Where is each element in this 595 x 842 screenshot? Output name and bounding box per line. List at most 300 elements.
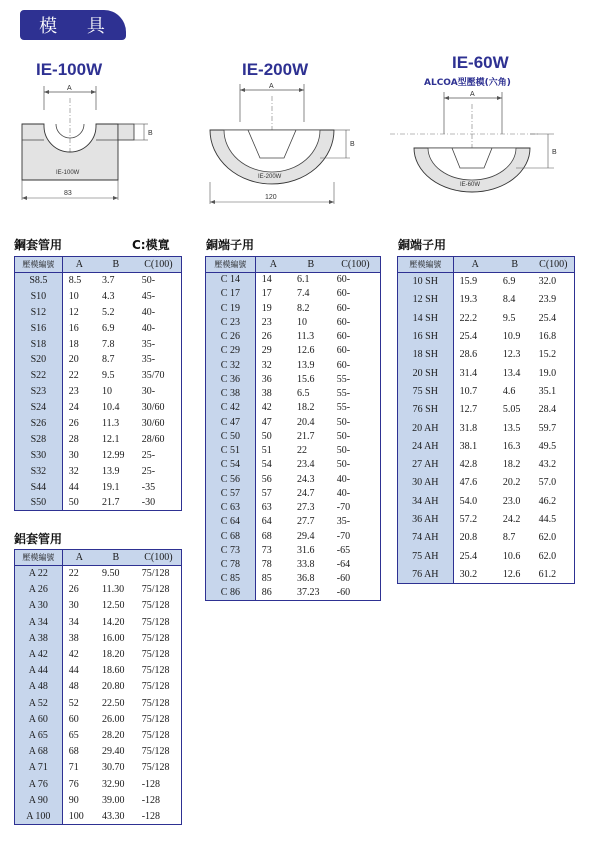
die-code-cell: A 26 <box>15 582 63 598</box>
model-subtitle-ie60w: ALCOA型壓模(六角) <box>424 78 511 88</box>
value-cell: 35- <box>336 516 351 528</box>
value-cell: 20 <box>68 354 79 366</box>
value-cell: 26 <box>261 331 272 343</box>
copper-terminal-table-1 <box>205 256 381 601</box>
die-code-cell: C 14 <box>206 273 256 287</box>
die-code-cell: S22 <box>15 368 63 384</box>
value-cell: 10.7 <box>459 385 478 397</box>
value-cell: 27.7 <box>296 516 315 528</box>
die-code-cell: C 32 <box>206 358 256 372</box>
table-row <box>206 444 381 458</box>
value-cell: 21.7 <box>296 430 315 442</box>
die-code-cell: 12 SH <box>398 291 454 309</box>
value-cell: 5.2 <box>101 306 115 318</box>
value-cell: 28.20 <box>101 729 125 741</box>
die-code-cell: A 42 <box>15 646 63 662</box>
value-cell: 4.6 <box>502 385 516 397</box>
die-code-cell: 20 SH <box>398 364 454 382</box>
value-cell: 6.9 <box>502 276 516 288</box>
value-cell: 75/128 <box>141 665 170 677</box>
value-cell: 60- <box>336 302 351 314</box>
table-row <box>398 474 575 492</box>
die-code-cell: 16 SH <box>398 327 454 345</box>
column-header: C(100) <box>136 550 182 566</box>
table-row <box>15 792 182 808</box>
die-code-cell: A 65 <box>15 727 63 743</box>
value-cell: 16.8 <box>538 331 557 343</box>
value-cell: 39.00 <box>101 794 125 806</box>
table-row <box>398 401 575 419</box>
die-code-cell: C 51 <box>206 444 256 458</box>
table-row <box>206 515 381 529</box>
value-cell: 73 <box>261 544 272 556</box>
value-cell: 11.3 <box>296 331 315 343</box>
value-cell: 22 <box>296 445 307 457</box>
value-cell: 13.9 <box>296 359 315 371</box>
value-cell: 12.6 <box>296 345 315 357</box>
value-cell: 12.99 <box>101 449 125 461</box>
table-row <box>15 760 182 776</box>
value-cell: 3.7 <box>101 275 115 287</box>
value-cell: 11.3 <box>101 417 120 429</box>
table-row <box>206 387 381 401</box>
value-cell: 10.6 <box>502 550 521 562</box>
value-cell: 10.9 <box>502 331 521 343</box>
die-code-cell: C 54 <box>206 458 256 472</box>
die-code-cell: C 19 <box>206 301 256 315</box>
table-row <box>15 400 182 416</box>
value-cell: 18.60 <box>101 665 125 677</box>
value-cell: 6.9 <box>101 322 115 334</box>
value-cell: 32.90 <box>101 778 125 790</box>
value-cell: 13.5 <box>502 422 521 434</box>
die-code-cell: A 34 <box>15 614 63 630</box>
value-cell: 43.2 <box>538 459 557 471</box>
value-cell: 42.8 <box>459 459 478 471</box>
value-cell: 27.3 <box>296 502 315 514</box>
table-row <box>15 744 182 760</box>
diagram-label: IE-100W <box>56 170 80 176</box>
value-cell: 100 <box>68 810 84 822</box>
table-row <box>206 315 381 329</box>
value-cell: 40- <box>141 322 156 334</box>
value-cell: 46.2 <box>538 495 557 507</box>
value-cell: 8.5 <box>68 275 82 287</box>
die-code-cell: 34 AH <box>398 492 454 510</box>
value-cell: 15.9 <box>459 276 478 288</box>
copper-terminal-table-2 <box>397 256 575 584</box>
die-code-cell: C 68 <box>206 529 256 543</box>
table-row <box>15 566 182 582</box>
value-cell: -128 <box>141 810 161 822</box>
value-cell: 22.50 <box>101 697 125 709</box>
die-code-cell: A 38 <box>15 630 63 646</box>
value-cell: 90 <box>68 794 79 806</box>
value-cell: 24.2 <box>502 514 521 525</box>
value-cell: 51 <box>261 445 272 457</box>
die-code-cell: 24 AH <box>398 437 454 455</box>
die-code-cell: A 30 <box>15 598 63 614</box>
table-row <box>15 582 182 598</box>
table-row <box>398 364 575 382</box>
table-row <box>15 598 182 614</box>
value-cell: 36.8 <box>296 573 315 585</box>
die-code-cell: 30 AH <box>398 474 454 492</box>
section-title-aluminum-sleeve: 鋁套管用 <box>14 532 63 546</box>
value-cell: 9.5 <box>502 312 516 324</box>
value-cell: 28 <box>68 433 79 445</box>
value-cell: 38.1 <box>459 440 478 452</box>
table-row <box>398 273 575 291</box>
value-cell: 52 <box>68 697 79 709</box>
table-row <box>206 501 381 515</box>
aluminum-sleeve-table <box>14 549 182 825</box>
table-row <box>15 808 182 824</box>
value-cell: 75/128 <box>141 697 170 709</box>
die-code-cell: A 76 <box>15 776 63 792</box>
table-row <box>15 776 182 792</box>
table-header-row <box>206 257 381 273</box>
column-header: B <box>291 257 331 273</box>
die-code-cell: S18 <box>15 336 63 352</box>
value-cell: 50- <box>336 445 351 457</box>
column-header: 壓模編號 <box>398 257 454 273</box>
die-code-cell: S23 <box>15 384 63 400</box>
value-cell: 30 <box>68 600 79 612</box>
value-cell: 63 <box>261 502 272 514</box>
die-code-cell: 36 AH <box>398 510 454 528</box>
value-cell: 37.23 <box>296 587 320 599</box>
value-cell: -60 <box>336 587 351 599</box>
table-row <box>15 495 182 511</box>
die-code-cell: A 90 <box>15 792 63 808</box>
table-row <box>15 352 182 368</box>
column-header: B <box>96 550 136 566</box>
value-cell: 4.3 <box>101 290 115 302</box>
width-note: C:模寬 <box>132 238 170 252</box>
value-cell: 15.6 <box>296 373 315 385</box>
section-header-tab <box>20 10 126 40</box>
die-code-cell: C 57 <box>206 486 256 500</box>
diagram-label: IE-200W <box>258 174 282 180</box>
table-row <box>15 679 182 695</box>
value-cell: 30.70 <box>101 762 125 774</box>
table-row <box>398 529 575 547</box>
value-cell: 60- <box>336 288 351 300</box>
table-row <box>15 320 182 336</box>
value-cell: 30/60 <box>141 402 165 414</box>
die-code-cell: C 78 <box>206 558 256 572</box>
die-code-cell: C 23 <box>206 315 256 329</box>
value-cell: 19.1 <box>101 481 120 493</box>
table-row <box>15 304 182 320</box>
value-cell: 8.2 <box>296 302 310 314</box>
value-cell: -70 <box>336 502 351 514</box>
die-code-cell: S10 <box>15 288 63 304</box>
value-cell: 8.7 <box>502 532 516 544</box>
table-header-row <box>398 257 575 273</box>
value-cell: 68 <box>261 530 272 542</box>
die-code-cell: A 48 <box>15 679 63 695</box>
value-cell: 12.7 <box>459 404 478 416</box>
value-cell: 65 <box>68 729 79 741</box>
table-row <box>15 416 182 432</box>
value-cell: 60 <box>68 713 79 725</box>
table-row <box>398 565 575 583</box>
table-row <box>206 401 381 415</box>
table-row <box>206 301 381 315</box>
table-row <box>206 472 381 486</box>
value-cell: 54.0 <box>459 495 478 507</box>
die-code-cell: 27 AH <box>398 455 454 473</box>
dim-a-label: A <box>269 83 274 90</box>
column-header: C(100) <box>331 257 381 273</box>
die-code-cell: C 56 <box>206 472 256 486</box>
die-code-cell: C 47 <box>206 415 256 429</box>
value-cell: 42 <box>68 649 79 661</box>
die-code-cell: A 22 <box>15 566 63 582</box>
table-row <box>206 372 381 386</box>
column-header: A <box>255 257 291 273</box>
value-cell: 15.2 <box>538 349 557 361</box>
table-row <box>398 346 575 364</box>
value-cell: 29 <box>261 345 272 357</box>
value-cell: 22 <box>68 370 79 382</box>
die-code-cell: C 38 <box>206 387 256 401</box>
value-cell: 23 <box>261 316 272 328</box>
table-header-row <box>15 257 182 273</box>
value-cell: 75/128 <box>141 681 170 693</box>
value-cell: 64 <box>261 516 272 528</box>
value-cell: 12.3 <box>502 349 521 361</box>
table-row <box>206 330 381 344</box>
value-cell: 57.2 <box>459 514 478 525</box>
table-row <box>206 358 381 372</box>
value-cell: -64 <box>336 559 351 571</box>
model-title-ie100w: IE-100W <box>36 60 103 79</box>
table-row <box>15 630 182 646</box>
value-cell: 29.40 <box>101 746 125 758</box>
value-cell: 32 <box>261 359 272 371</box>
die-code-cell: 14 SH <box>398 309 454 327</box>
die-code-cell: S8.5 <box>15 273 63 289</box>
value-cell: 24.3 <box>296 473 315 485</box>
die-diagram-ie60w <box>388 90 568 202</box>
table-row <box>206 458 381 472</box>
value-cell: 54 <box>261 459 272 471</box>
value-cell: 50- <box>336 416 351 428</box>
value-cell: 22 <box>68 568 79 580</box>
value-cell: 57 <box>261 487 272 499</box>
die-code-cell: A 52 <box>15 695 63 711</box>
value-cell: 30/60 <box>141 417 165 429</box>
value-cell: 19 <box>261 302 272 314</box>
value-cell: 31.4 <box>459 367 478 379</box>
value-cell: 76 <box>68 778 79 790</box>
table-row <box>15 479 182 495</box>
value-cell: 75/128 <box>141 649 170 661</box>
value-cell: 25- <box>141 465 156 477</box>
value-cell: 10 <box>101 386 112 398</box>
value-cell: 55- <box>336 402 351 414</box>
value-cell: 20.80 <box>101 681 125 693</box>
table-row <box>15 695 182 711</box>
value-cell: 75/128 <box>141 762 170 774</box>
value-cell: -70 <box>336 530 351 542</box>
value-cell: 12.6 <box>502 568 521 580</box>
table-row <box>398 327 575 345</box>
column-header: 壓模編號 <box>206 257 256 273</box>
value-cell: 7.8 <box>101 338 115 350</box>
value-cell: 60- <box>336 331 351 343</box>
value-cell: 40- <box>336 487 351 499</box>
value-cell: -65 <box>336 544 351 556</box>
value-cell: 9.5 <box>101 370 115 382</box>
dim-width-label: 120 <box>265 194 277 201</box>
table-row <box>398 510 575 528</box>
value-cell: 47.6 <box>459 477 478 489</box>
dim-b-label: B <box>552 149 557 156</box>
value-cell: 40- <box>336 473 351 485</box>
value-cell: 18 <box>68 338 79 350</box>
value-cell: 28/60 <box>141 433 165 445</box>
value-cell: 18.2 <box>502 459 521 471</box>
value-cell: 62.0 <box>538 532 557 544</box>
die-code-cell: C 17 <box>206 287 256 301</box>
value-cell: 56 <box>261 473 272 485</box>
value-cell: 75/128 <box>141 616 170 628</box>
column-header: C(100) <box>533 257 575 273</box>
value-cell: 8.7 <box>101 354 115 366</box>
value-cell: 50- <box>141 275 156 287</box>
die-code-cell: S28 <box>15 431 63 447</box>
column-header: B <box>497 257 533 273</box>
value-cell: 50- <box>336 430 351 442</box>
value-cell: 32.0 <box>538 276 557 288</box>
value-cell: 8.4 <box>502 294 516 306</box>
value-cell: 20.4 <box>296 416 315 428</box>
table-row <box>206 429 381 443</box>
value-cell: 22.2 <box>459 312 478 324</box>
value-cell: 12.1 <box>101 433 120 445</box>
value-cell: 23.0 <box>502 495 521 507</box>
die-code-cell: 75 AH <box>398 547 454 565</box>
value-cell: -128 <box>141 794 161 806</box>
table-row <box>206 543 381 557</box>
value-cell: 36 <box>261 373 272 385</box>
table-row <box>206 529 381 543</box>
value-cell: 18.2 <box>296 402 315 414</box>
table-row <box>206 486 381 500</box>
table-row <box>206 415 381 429</box>
die-code-cell: 74 AH <box>398 529 454 547</box>
value-cell: 25.4 <box>459 550 478 562</box>
table-row <box>15 431 182 447</box>
value-cell: 68 <box>68 746 79 758</box>
value-cell: 43.30 <box>101 810 125 822</box>
table-row <box>15 447 182 463</box>
value-cell: 60- <box>336 274 351 286</box>
value-cell: 20.2 <box>502 477 521 489</box>
value-cell: 30.2 <box>459 568 478 580</box>
die-code-cell: C 64 <box>206 515 256 529</box>
column-header: A <box>453 257 497 273</box>
die-diagram-ie100w <box>14 84 184 208</box>
value-cell: 12 <box>68 306 79 318</box>
value-cell: 60- <box>336 359 351 371</box>
value-cell: 38 <box>261 388 272 400</box>
value-cell: 48 <box>68 681 79 693</box>
table-row <box>15 463 182 479</box>
value-cell: 71 <box>68 762 79 774</box>
table-row <box>15 384 182 400</box>
value-cell: 86 <box>261 587 272 599</box>
dim-b-label: B <box>350 141 355 148</box>
value-cell: 55- <box>336 373 351 385</box>
value-cell: 23.4 <box>296 459 315 471</box>
dim-a-label: A <box>470 91 475 98</box>
value-cell: 50- <box>336 459 351 471</box>
value-cell: 60- <box>336 345 351 357</box>
table-row <box>398 382 575 400</box>
value-cell: 62.0 <box>538 550 557 562</box>
die-code-cell: 18 SH <box>398 346 454 364</box>
value-cell: 35/70 <box>141 370 165 382</box>
column-header: A <box>62 257 96 273</box>
die-code-cell: A 71 <box>15 760 63 776</box>
table-row <box>15 288 182 304</box>
value-cell: 11.30 <box>101 584 125 596</box>
table-row <box>206 586 381 600</box>
table-row <box>15 273 182 289</box>
value-cell: 59.7 <box>538 422 557 434</box>
copper-sleeve-table <box>14 256 182 511</box>
value-cell: 85 <box>261 573 272 585</box>
die-code-cell: S24 <box>15 400 63 416</box>
table-row <box>15 711 182 727</box>
value-cell: 16.00 <box>101 632 125 644</box>
die-code-cell: S26 <box>15 416 63 432</box>
die-code-cell: S44 <box>15 479 63 495</box>
table-row <box>15 368 182 384</box>
value-cell: 57.0 <box>538 477 557 489</box>
value-cell: 14 <box>261 274 272 286</box>
table-row <box>15 614 182 630</box>
value-cell: 75/128 <box>141 584 170 596</box>
die-code-cell: C 85 <box>206 572 256 586</box>
column-header: 壓模編號 <box>15 550 63 566</box>
die-code-cell: C 50 <box>206 429 256 443</box>
die-code-cell: C 63 <box>206 501 256 515</box>
table-row <box>15 727 182 743</box>
value-cell: 19.3 <box>459 294 478 306</box>
column-header: C(100) <box>136 257 182 273</box>
die-code-cell: 76 SH <box>398 401 454 419</box>
value-cell: 55- <box>336 388 351 400</box>
value-cell: 75/128 <box>141 568 170 580</box>
value-cell: 9.50 <box>101 568 120 580</box>
value-cell: 26 <box>68 584 79 596</box>
table-row <box>206 273 381 287</box>
value-cell: -60 <box>336 573 351 585</box>
value-cell: 35.1 <box>538 385 557 397</box>
value-cell: 75/128 <box>141 600 170 612</box>
value-cell: 19.0 <box>538 367 557 379</box>
table-row <box>398 455 575 473</box>
die-code-cell: 10 SH <box>398 273 454 291</box>
die-code-cell: C 73 <box>206 543 256 557</box>
value-cell: 16.3 <box>502 440 521 452</box>
